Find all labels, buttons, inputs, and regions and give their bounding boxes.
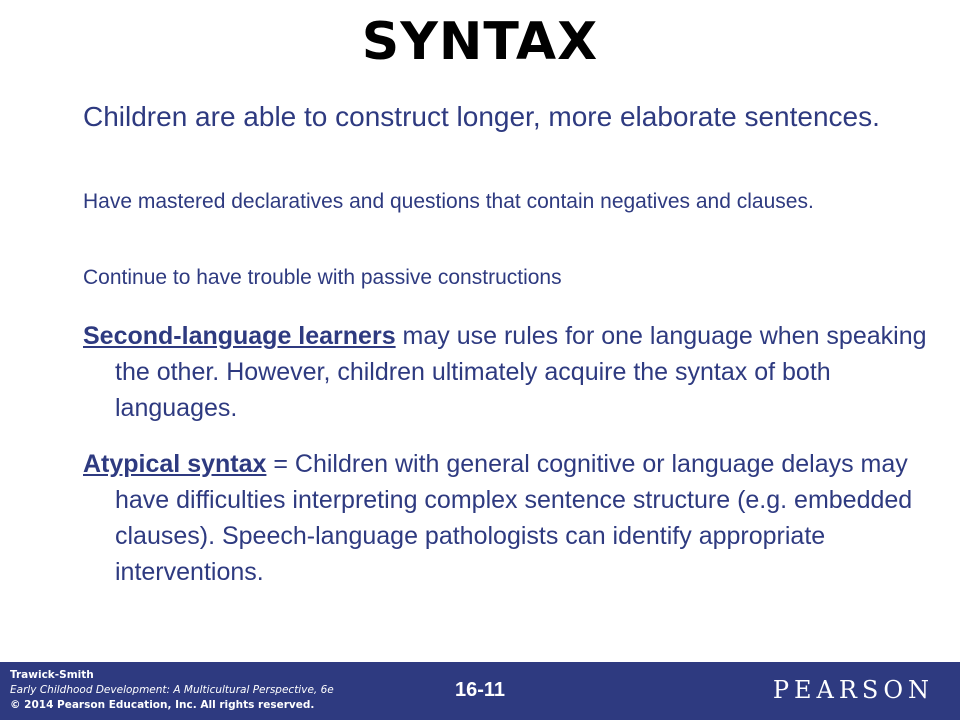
sub-point-passive: Continue to have trouble with passive constructions xyxy=(83,266,562,289)
footer-book-title: Early Childhood Development: A Multicultural Perspective, 6e xyxy=(10,684,334,696)
term-second-language-learners: Second-language learners xyxy=(83,322,396,350)
slide-number: 16-11 xyxy=(454,679,506,701)
footer-author: Trawick-Smith xyxy=(10,669,94,681)
paragraph-second-language-text: may use rules for one language when speaking the other. However, children ultimately acquire the syntax of both languages. xyxy=(115,322,927,422)
term-atypical-syntax: Atypical syntax xyxy=(83,450,267,478)
sub-point-declaratives: Have mastered declaratives and questions that contain negatives and clauses. xyxy=(83,190,814,213)
paragraph-atypical-syntax-text: = Children with general cognitive or language delays may have difficulties interpreting complex sentence structure (e.g. embedded clauses). Speech-language pathologists can identify appropriate interventions. xyxy=(115,450,913,586)
paragraph-second-language xyxy=(83,318,945,426)
paragraph-atypical-syntax xyxy=(83,446,945,590)
slide-title: SYNTAX xyxy=(361,12,599,72)
lead-statement: Children are able to construct longer, more elaborate sentences. xyxy=(83,101,880,132)
footer-bar xyxy=(0,662,960,720)
footer-copyright: © 2014 Pearson Education, Inc. All rights reserved. xyxy=(10,699,315,711)
pearson-logo: PEARSON xyxy=(772,676,934,704)
